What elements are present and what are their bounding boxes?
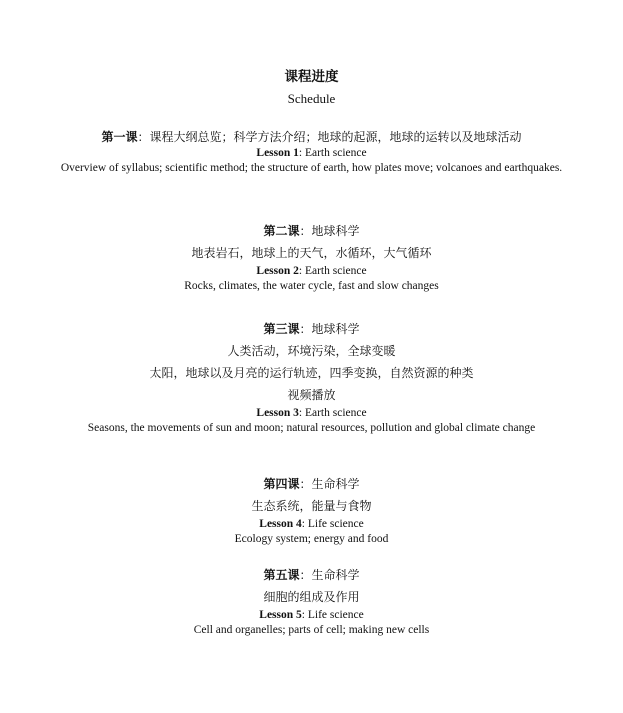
- lesson-1-subject-en: : Earth science: [298, 147, 367, 159]
- lesson-4-subject-zh: 生命科学: [311, 477, 360, 491]
- lesson-1-label-en: Lesson 1: [256, 147, 299, 159]
- lesson-5-description-en: Cell and organelles; parts of cell; making new cells: [193, 624, 430, 636]
- lesson-2-heading-en: [60, 264, 563, 279]
- lesson-2-subject-zh: 地球科学: [311, 224, 360, 238]
- lesson-2-topics-zh: 地表岩石，地球上的天气，水循环，大气循环: [191, 246, 432, 260]
- lesson-4-heading-zh: [60, 473, 563, 495]
- lesson-2-separator: ：: [299, 224, 312, 238]
- lesson-2-description-en: Rocks, climates, the water cycle, fast and slow changes: [184, 280, 439, 292]
- lesson-5-separator: ：: [299, 568, 312, 582]
- lesson-2-label-en: Lesson 2: [256, 265, 299, 277]
- lesson-3-topics-zh-1: 人类活动，环境污染，全球变暖: [227, 344, 396, 358]
- lesson-3-heading-en: [40, 406, 583, 421]
- lesson-5-heading-zh: [60, 564, 563, 586]
- lesson-2-subject-en: : Earth science: [298, 265, 367, 277]
- lesson-3: [40, 318, 583, 436]
- lesson-3-label-en: Lesson 3: [256, 407, 299, 419]
- lesson-3-heading-zh: [40, 318, 583, 340]
- lesson-1-description-en: Overview of syllabus; scientific method; the structure of earth, how plates move; volcanoes and earthquakes.: [60, 162, 563, 174]
- lesson-1-zh-line: [40, 128, 583, 146]
- lesson-3-label-zh: 第三课: [263, 322, 300, 336]
- page-title-en: Schedule: [287, 91, 336, 106]
- lesson-4-description-en: Ecology system; energy and food: [234, 533, 389, 545]
- lesson-3-subject-zh: 地球科学: [311, 322, 360, 336]
- lesson-3-separator: ：: [299, 322, 312, 336]
- lesson-4-subject-en: : Life science: [301, 518, 364, 530]
- lesson-5-subject-en: : Life science: [301, 609, 364, 621]
- lesson-4-heading-en: [60, 517, 563, 532]
- lesson-4-label-en: Lesson 4: [259, 518, 302, 530]
- lesson-5-subject-zh: 生命科学: [311, 568, 360, 582]
- lesson-4-topics-zh: 生态系统，能量与食物: [251, 499, 372, 513]
- lesson-4: [60, 473, 563, 547]
- lesson-5-label-en: Lesson 5: [259, 609, 302, 621]
- lesson-3-description-en: Seasons, the movements of sun and moon; natural resources, pollution and global climate change: [87, 422, 536, 434]
- lesson-2-label-zh: 第二课: [263, 224, 300, 238]
- lesson-1-topics-zh: 课程大纲总览；科学方法介绍；地球的起源，地球的运转以及地球活动: [149, 130, 522, 144]
- lesson-2: [60, 220, 563, 294]
- lesson-4-separator: ：: [299, 477, 312, 491]
- lesson-1-label-zh: 第一课: [101, 130, 138, 144]
- lesson-4-label-zh: 第四课: [263, 477, 300, 491]
- lesson-5-label-zh: 第五课: [263, 568, 300, 582]
- lesson-3-topics-zh-3: 视频播放: [287, 388, 336, 402]
- page-title-zh: 课程进度: [284, 69, 339, 85]
- lesson-5-topics-zh: 细胞的组成及作用: [263, 590, 360, 604]
- lesson-1: [40, 128, 583, 176]
- lesson-1-separator: ：: [137, 130, 150, 144]
- lesson-5-heading-en: [60, 608, 563, 623]
- lesson-3-subject-en: : Earth science: [298, 407, 367, 419]
- lesson-1-heading-en: [40, 146, 583, 161]
- lesson-3-topics-zh-2: 太阳，地球以及月亮的运行轨迹，四季变换，自然资源的种类: [149, 366, 474, 380]
- lesson-5: [60, 564, 563, 638]
- lesson-2-heading-zh: [60, 220, 563, 242]
